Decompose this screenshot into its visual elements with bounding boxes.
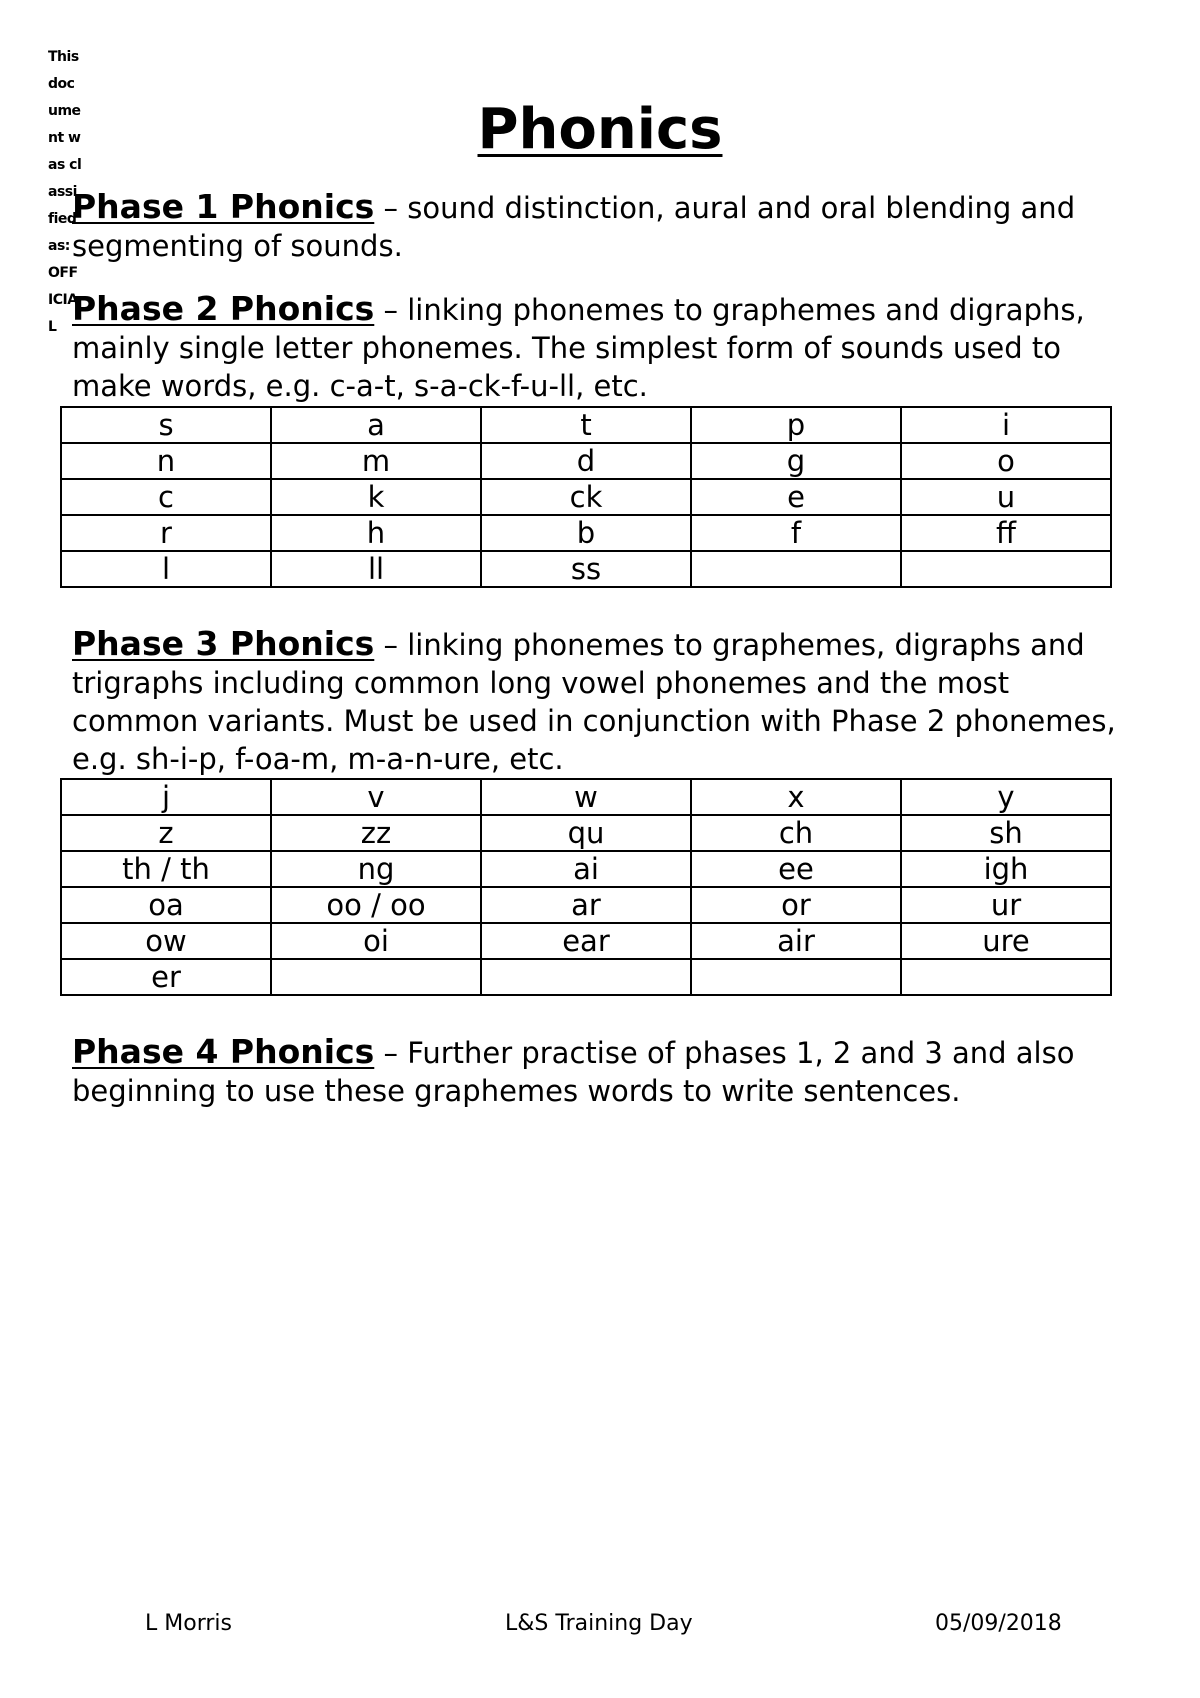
table-cell: ng (271, 851, 481, 887)
phase-2-heading: Phase 2 Phonics (72, 289, 375, 328)
table-cell: er (61, 959, 271, 995)
phase-3-grapheme-table (60, 778, 1112, 996)
table-cell: oa (61, 887, 271, 923)
page-title: Phonics (477, 97, 723, 162)
table-row (61, 407, 1111, 443)
table-cell: p (691, 407, 901, 443)
phase-1-paragraph (72, 188, 1132, 265)
table-cell: k (271, 479, 481, 515)
table-cell: d (481, 443, 691, 479)
footer-date: 05/09/2018 (935, 1611, 1062, 1636)
table-row (61, 515, 1111, 551)
phase-1-description: – sound distinction, aural and oral blending and segmenting of sounds. (72, 191, 1076, 263)
phase-3-paragraph (72, 625, 1132, 778)
table-cell: ll (271, 551, 481, 587)
table-cell (481, 959, 691, 995)
table-cell: ure (901, 923, 1111, 959)
table-cell: or (691, 887, 901, 923)
table-cell: b (481, 515, 691, 551)
phase-2-paragraph (72, 290, 1132, 405)
table-cell: igh (901, 851, 1111, 887)
table-cell: h (271, 515, 481, 551)
table-row (61, 887, 1111, 923)
table-cell: ar (481, 887, 691, 923)
phase-1-heading: Phase 1 Phonics (72, 187, 375, 226)
table-cell: ow (61, 923, 271, 959)
table-cell: ear (481, 923, 691, 959)
table-cell: n (61, 443, 271, 479)
table-cell: u (901, 479, 1111, 515)
table-cell: r (61, 515, 271, 551)
table-cell: z (61, 815, 271, 851)
table-cell: j (61, 779, 271, 815)
table-cell: c (61, 479, 271, 515)
table-cell: ff (901, 515, 1111, 551)
table-cell: oo / oo (271, 887, 481, 923)
table-cell: s (61, 407, 271, 443)
table-cell: ee (691, 851, 901, 887)
phase-4-paragraph (72, 1033, 1132, 1110)
table-cell: l (61, 551, 271, 587)
table-row (61, 815, 1111, 851)
table-row (61, 443, 1111, 479)
phase-4-description: – Further practise of phases 1, 2 and 3 and also beginning to use these graphemes words to write sentences. (72, 1036, 1075, 1108)
table-cell: th / th (61, 851, 271, 887)
table-cell: w (481, 779, 691, 815)
table-cell (691, 551, 901, 587)
table-cell: v (271, 779, 481, 815)
table-cell: a (271, 407, 481, 443)
table-cell: ck (481, 479, 691, 515)
table-cell (271, 959, 481, 995)
table-cell: ur (901, 887, 1111, 923)
table-cell (691, 959, 901, 995)
table-cell: f (691, 515, 901, 551)
table-cell: i (901, 407, 1111, 443)
phase-3-description: – linking phonemes to graphemes, digraphs and trigraphs including common long vowel phonemes and the most common variants. Must be used in conjunction with Phase 2 phonemes, e.g. sh-i-p, f-oa-m, m-a-n-ure, etc. (72, 628, 1116, 776)
table-row (61, 479, 1111, 515)
table-cell: m (271, 443, 481, 479)
table-cell: qu (481, 815, 691, 851)
table-cell (901, 551, 1111, 587)
table-cell: o (901, 443, 1111, 479)
table-row (61, 779, 1111, 815)
classification-marking: This document was classified as: OFFICIAL (48, 49, 82, 335)
table-row (61, 551, 1111, 587)
phase-2-grapheme-table (60, 406, 1112, 588)
table-cell: g (691, 443, 901, 479)
footer-event: L&S Training Day (505, 1611, 693, 1636)
table-cell: zz (271, 815, 481, 851)
table-cell (901, 959, 1111, 995)
table-cell: ai (481, 851, 691, 887)
footer-author: L Morris (145, 1611, 232, 1636)
table-cell: sh (901, 815, 1111, 851)
table-cell: x (691, 779, 901, 815)
table-row (61, 923, 1111, 959)
table-cell: ch (691, 815, 901, 851)
table-cell: y (901, 779, 1111, 815)
table-cell: t (481, 407, 691, 443)
table-cell: air (691, 923, 901, 959)
phase-2-description: – linking phonemes to graphemes and digraphs, mainly single letter phonemes. The simplest form of sounds used to make words, e.g. c-a-t, s-a-ck-f-u-ll, etc. (72, 293, 1085, 403)
table-row (61, 959, 1111, 995)
table-cell: oi (271, 923, 481, 959)
table-cell: e (691, 479, 901, 515)
phase-4-heading: Phase 4 Phonics (72, 1032, 375, 1071)
table-cell: ss (481, 551, 691, 587)
phase-3-heading: Phase 3 Phonics (72, 624, 375, 663)
table-row (61, 851, 1111, 887)
